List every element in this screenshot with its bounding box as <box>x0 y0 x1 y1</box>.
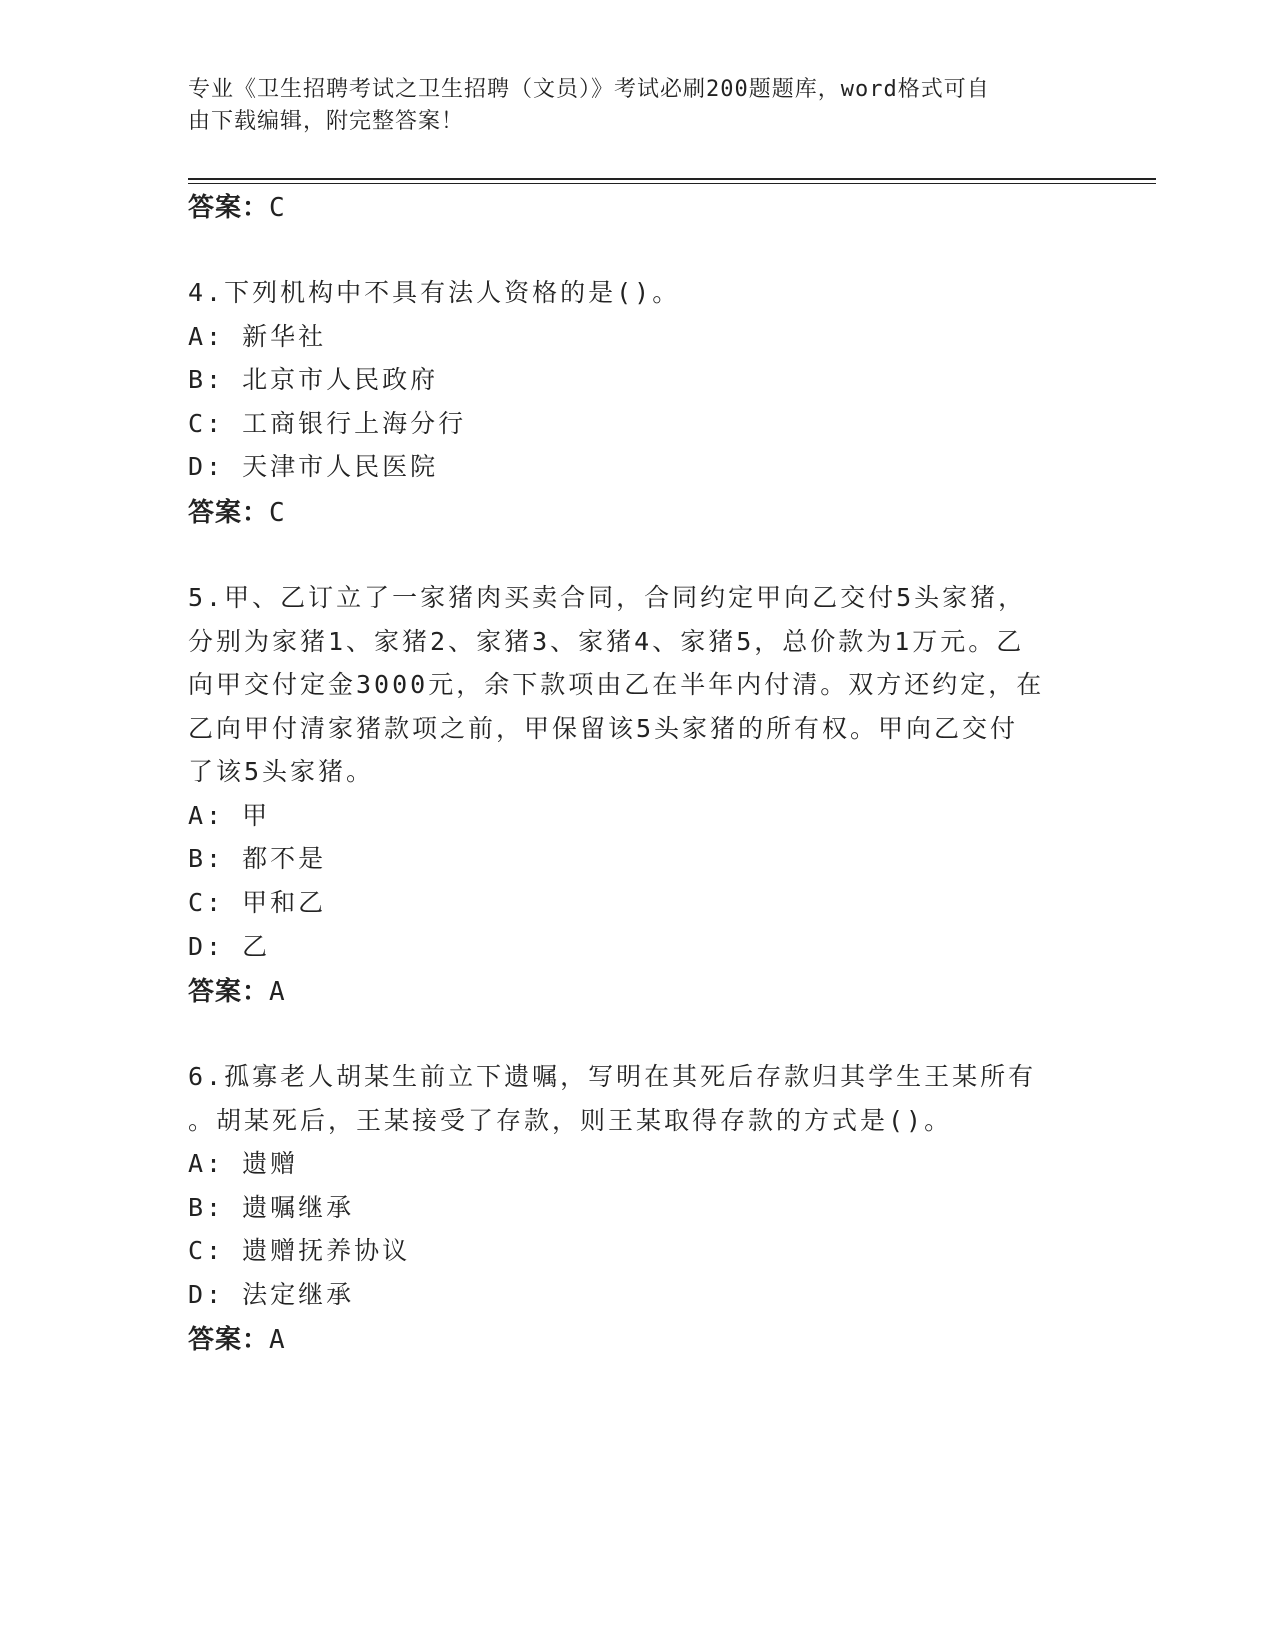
question-6-stem-line-2: 。胡某死后，王某接受了存款，则王某取得存款的方式是()。 <box>188 1106 953 1135</box>
question-6-option-d: D: 法定继承 <box>188 1280 355 1309</box>
answer-label: 答案： <box>188 193 270 223</box>
question-6-option-c: C: 遗赠抚养协议 <box>188 1236 411 1265</box>
question-5-stem-line-4: 乙向甲付清家猪款项之前，甲保留该5头家猪的所有权。甲向乙交付 <box>188 714 1019 743</box>
question-5-option-a: A: 甲 <box>188 801 271 830</box>
answer-value: A <box>269 977 286 1007</box>
question-5-option-b: B: 都不是 <box>188 844 327 873</box>
answer-value: C <box>269 193 286 223</box>
answer-line <box>188 192 286 224</box>
answer-value: C <box>269 498 286 528</box>
question-5-stem-line-5: 了该5头家猪。 <box>188 757 375 786</box>
question-6-stem-line-1: 6.孤寡老人胡某生前立下遗嘱，写明在其死后存款归其学生王某所有 <box>188 1062 1037 1091</box>
answer-label: 答案： <box>188 977 270 1007</box>
answer-label: 答案： <box>188 498 270 528</box>
answer-value: A <box>269 1325 286 1355</box>
question-4-stem-line-1: 4.下列机构中不具有法人资格的是()。 <box>188 278 681 307</box>
answer-label: 答案： <box>188 1325 270 1355</box>
question-6-option-a: A: 遗赠 <box>188 1149 299 1178</box>
question-6-answer <box>188 1324 286 1356</box>
question-4-answer <box>188 497 286 529</box>
question-5-stem-line-3: 向甲交付定金3000元，余下款项由乙在半年内付清。双方还约定，在 <box>188 670 1045 699</box>
header-rule-thin <box>188 183 1156 184</box>
question-4-option-d: D: 天津市人民医院 <box>188 452 439 481</box>
question-5-option-d: D: 乙 <box>188 932 271 961</box>
question-4-option-b: B: 北京市人民政府 <box>188 365 439 394</box>
question-5-stem-line-1: 5.甲、乙订立了一家猪肉买卖合同，合同约定甲向乙交付5头家猪， <box>188 583 1027 612</box>
question-5-answer <box>188 976 286 1008</box>
question-4-option-a: A: 新华社 <box>188 322 327 351</box>
question-6-option-b: B: 遗嘱继承 <box>188 1193 355 1222</box>
header-line-1: 专业《卫生招聘考试之卫生招聘（文员）》考试必刷200题题库，word格式可自 <box>188 77 990 102</box>
question-5-option-c: C: 甲和乙 <box>188 888 327 917</box>
question-5-stem-line-2: 分别为家猪1、家猪2、家猪3、家猪4、家猪5，总价款为1万元。乙 <box>188 627 1025 656</box>
header-rule-thick <box>188 178 1156 180</box>
header-line-2: 由下载编辑，附完整答案！ <box>188 109 465 134</box>
document-header <box>188 74 1068 138</box>
question-4-option-c: C: 工商银行上海分行 <box>188 409 467 438</box>
